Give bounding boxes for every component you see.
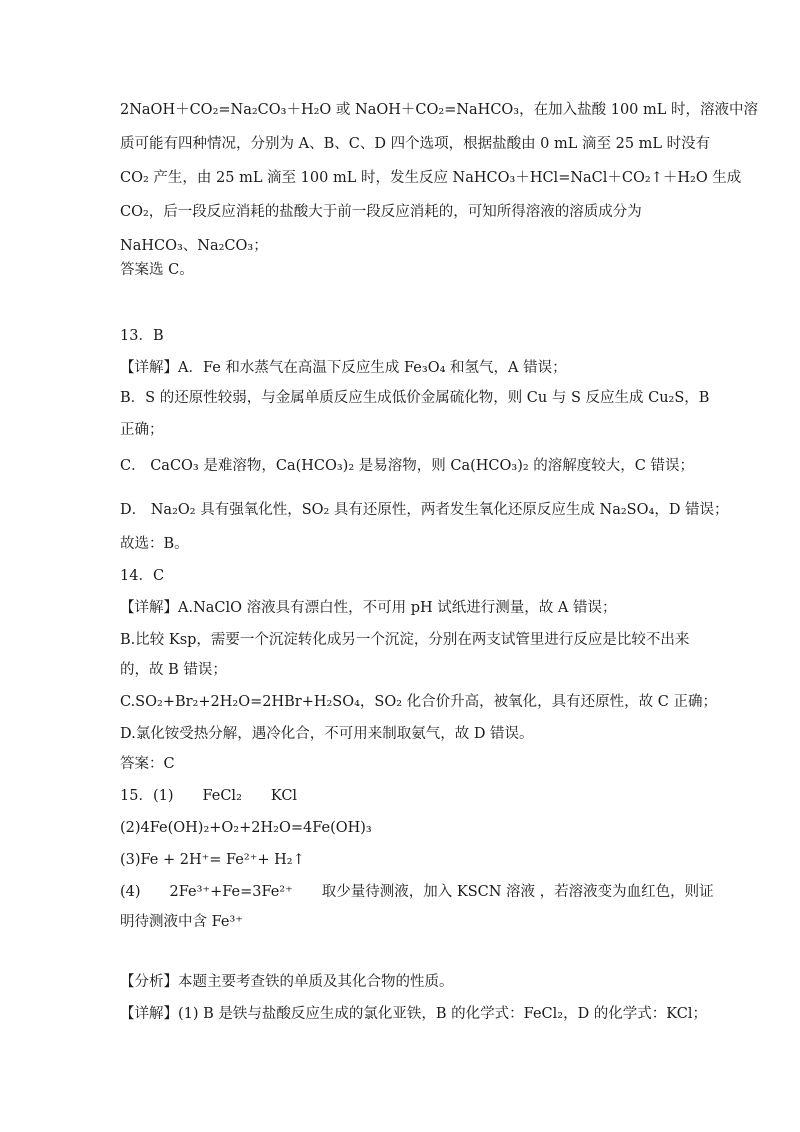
text-line: C． CaCO₃ 是难溶物，Ca(HCO₃)₂ 是易溶物，则 Ca(HCO₃)₂ 的溶解度较大，C 错误； xyxy=(120,458,694,474)
text-line: B.比较 Ksp，需要一个沉淀转化成另一个沉淀，分别在两支试管里进行反应是比较不出来 xyxy=(120,632,690,648)
question-number: 14．C xyxy=(120,568,165,584)
text-line: (4) 2Fe³⁺+Fe=3Fe²⁺ 取少量待测液，加入 KSCN 溶液 ，若溶液变为血红色，则证 xyxy=(120,884,714,900)
text-line: 明待测液中含 Fe³⁺ xyxy=(120,914,243,930)
text-line: CO₂ 产生，由 25 mL 滴至 100 mL 时，发生反应 NaHCO₃＋HCl=NaCl＋CO₂↑＋H₂O 生成 xyxy=(120,170,742,186)
text-line: C.SO₂+Br₂+2H₂O=2HBr+H₂SO₄，SO₂ 化合价升高，被氧化，具有还原性，故 C 正确； xyxy=(120,694,717,710)
text-line: 【详解】(1) B 是铁与盐酸反应生成的氯化亚铁，B 的化学式：FeCl₂，D 的化学式：KCl； xyxy=(120,1006,707,1022)
question-number: 15．(1) FeCl₂ KCl xyxy=(120,788,298,804)
text-line: (3)Fe + 2H⁺= Fe²⁺+ H₂↑ xyxy=(120,852,305,868)
text-line: CO₂，后一段反应消耗的盐酸大于前一段反应消耗的，可知所得溶液的溶质成分为 xyxy=(120,204,642,220)
text-line: (2)4Fe(OH)₂+O₂+2H₂O=4Fe(OH)₃ xyxy=(120,820,372,836)
text-line: 的，故 B 错误； xyxy=(120,662,227,678)
text-line: 2NaOH＋CO₂=Na₂CO₃＋H₂O 或 NaOH＋CO₂=NaHCO₃，在加入盐酸 100 mL 时，溶液中溶 xyxy=(120,102,758,118)
text-line: D． Na₂O₂ 具有强氧化性，SO₂ 具有还原性，两者发生氧化还原反应生成 Na₂SO₄，D 错误； xyxy=(120,502,729,518)
text-line: 答案选 C。 xyxy=(120,262,194,278)
text-line: B．S 的还原性较弱，与金属单质反应生成低价金属硫化物，则 Cu 与 S 反应生成 Cu₂S，B xyxy=(120,390,710,406)
question-number: 13．B xyxy=(120,328,164,344)
text-line: 【分析】本题主要考查铁的单质及其化合物的性质。 xyxy=(120,974,454,990)
text-line: D.氯化铵受热分解，遇冷化合，不可用来制取氨气，故 D 错误。 xyxy=(120,726,534,742)
text-line: 质可能有四种情况，分别为 A、B、C、D 四个选项，根据盐酸由 0 mL 滴至 25 mL 时没有 xyxy=(120,136,711,152)
text-line: NaHCO₃、Na₂CO₃； xyxy=(120,238,268,254)
text-line: 【详解】A．Fe 和水蒸气在高温下反应生成 Fe₃O₄ 和氢气，A 错误； xyxy=(120,360,567,376)
text-line: 答案：C xyxy=(120,756,175,772)
text-line: 故选：B。 xyxy=(120,536,189,552)
text-line: 正确； xyxy=(120,422,164,438)
text-line: 【详解】A.NaClO 溶液具有漂白性，不可用 pH 试纸进行测量，故 A 错误； xyxy=(120,600,617,616)
